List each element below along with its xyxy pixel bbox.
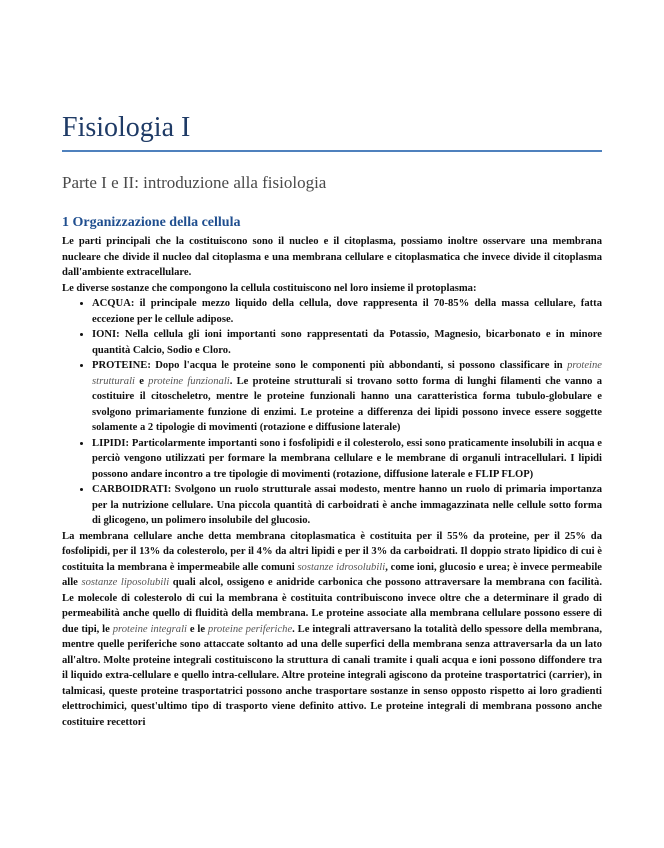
list-item [92, 296, 602, 327]
text-run: . Le proteine strutturali si trovano sotto forma di lunghi filamenti che vanno a costituire il citoscheletro, mentre le proteine funzionali hanno una caratteristica forma tubulo-globulare e svolgono primariamente funzione di enzimi. Le proteine a differenza dei lipidi possono invece essere soggette solamente a 2 tipologie di movimenti (rotazione e diffusione laterale) [92, 375, 602, 433]
intro-paragraph-2: Le diverse sostanze che compongono la cellula costituiscono nel loro insieme il protoplasma: [62, 282, 477, 294]
list-item [92, 436, 602, 483]
text-run: La membrana cellulare anche detta membrana citoplasmatica è costituita per il 55% da proteine, per il 25% da fosfolipidi, per il 13% da colesterolo, per il 4% da altri lipidi e per il 3% da carboidrati. Il doppio strato lipidico di cui è costituita la membrana è impermeabile alle comuni [62, 530, 602, 573]
list-item [92, 358, 602, 436]
document-subtitle: Parte I e II: introduzione alla fisiologia [62, 173, 327, 192]
text-run: , come ioni, glucosio e urea; è invece permeabile alle [62, 561, 603, 588]
italic-term: sostanze idrosolubili [297, 561, 386, 573]
italic-term: proteine integrali [112, 623, 187, 635]
text-run: CARBOIDRATI: Svolgono un ruolo strutturale assai modesto, mentre hanno un ruolo di primaria importanza per la nutrizione cellulare. Una piccola quantità di carboidrati è anche immagazzinata nelle cellule sotto forma di glicogeno, un polimero insolubile del glucosio. [92, 484, 602, 526]
italic-term: proteine periferiche [207, 623, 293, 635]
list-item [92, 327, 602, 358]
text-run: LIPIDI: Particolarmente importanti sono i fosfolipidi e il colesterolo, essi sono praticamente insolubili in acqua e perciò vengono utilizzati per formare la membrana cellulare e le membrane di organuli intracellulari. I lipidi possono andare incontro a tre tipologie di movimenti (rotazione, diffusione laterale e FLIP FLOP) [92, 437, 602, 480]
text-run: e le [186, 623, 208, 635]
membrane-paragraph [62, 529, 602, 731]
text-run: PROTEINE: Dopo l'acqua le proteine sono le componenti più abbondanti, si possono classificare in [92, 360, 568, 371]
intro-paragraph: Le parti principali che la costituiscono sono il nucleo e il citoplasma, possiamo inoltre osservare una membrana nucleare che divide il nucleo dal citoplasma e una membrana cellulare e citoplasmatica che invece divide il citoplasma dall'ambiente extracellulare. [62, 236, 602, 278]
text-run: ACQUA: il principale mezzo liquido della cellula, dove rappresenta il 70-85% della massa cellulare, fatta eccezione per le cellule adipose. [92, 298, 602, 325]
text-run: e [134, 375, 149, 387]
text-run: . Le integrali attraversano la totalità dello spessore della membrana, mentre quelle periferiche sono attaccate soltanto ad una delle superfici della membrana senza attraversarla da un lato all'altro. Molte proteine integrali costituiscono la struttura di canali tramite i quali acqua e ioni possono diffondere tra il liquido extra-cellulare e quello intra-cellulare. Altre proteine integrali agiscono da proteine trasportatrici (carrier), in talmicasi, queste proteine trasportatrici possono anche trasportare sostanze in senso opposto rispetto ai loro gradienti elettrochimici, quest'ultimo tipo di trasporto viene definito attivo. Le proteine integrali di membrana possono anche costituire recettori [62, 623, 602, 728]
document-page [62, 110, 602, 730]
text-run: quali alcol, ossigeno e anidride carbonica che possono attraversare la membrana con facilità. Le molecole di colesterolo di cui la membrana è costituita contribuiscono invece oltre che a determinare il grado di permeabilità anche quello di fluidità della membrana. Le proteine associate alla membrana cellulare possono essere di due tipi, le [62, 577, 602, 635]
italic-term: proteine strutturali [92, 360, 602, 387]
section-heading: 1 Organizzazione della cellula [62, 215, 241, 230]
text-run: IONI: Nella cellula gli ioni importanti sono rappresentati da Potassio, Magnesio, bicarbonato e in minore quantità Calcio, Sodio e Cloro. [92, 329, 602, 356]
italic-term: sostanze liposolubili [81, 577, 170, 588]
component-list [62, 296, 602, 529]
italic-term: proteine funzionali [148, 375, 230, 387]
list-item [92, 482, 602, 529]
document-title: Fisiologia I [62, 110, 602, 152]
